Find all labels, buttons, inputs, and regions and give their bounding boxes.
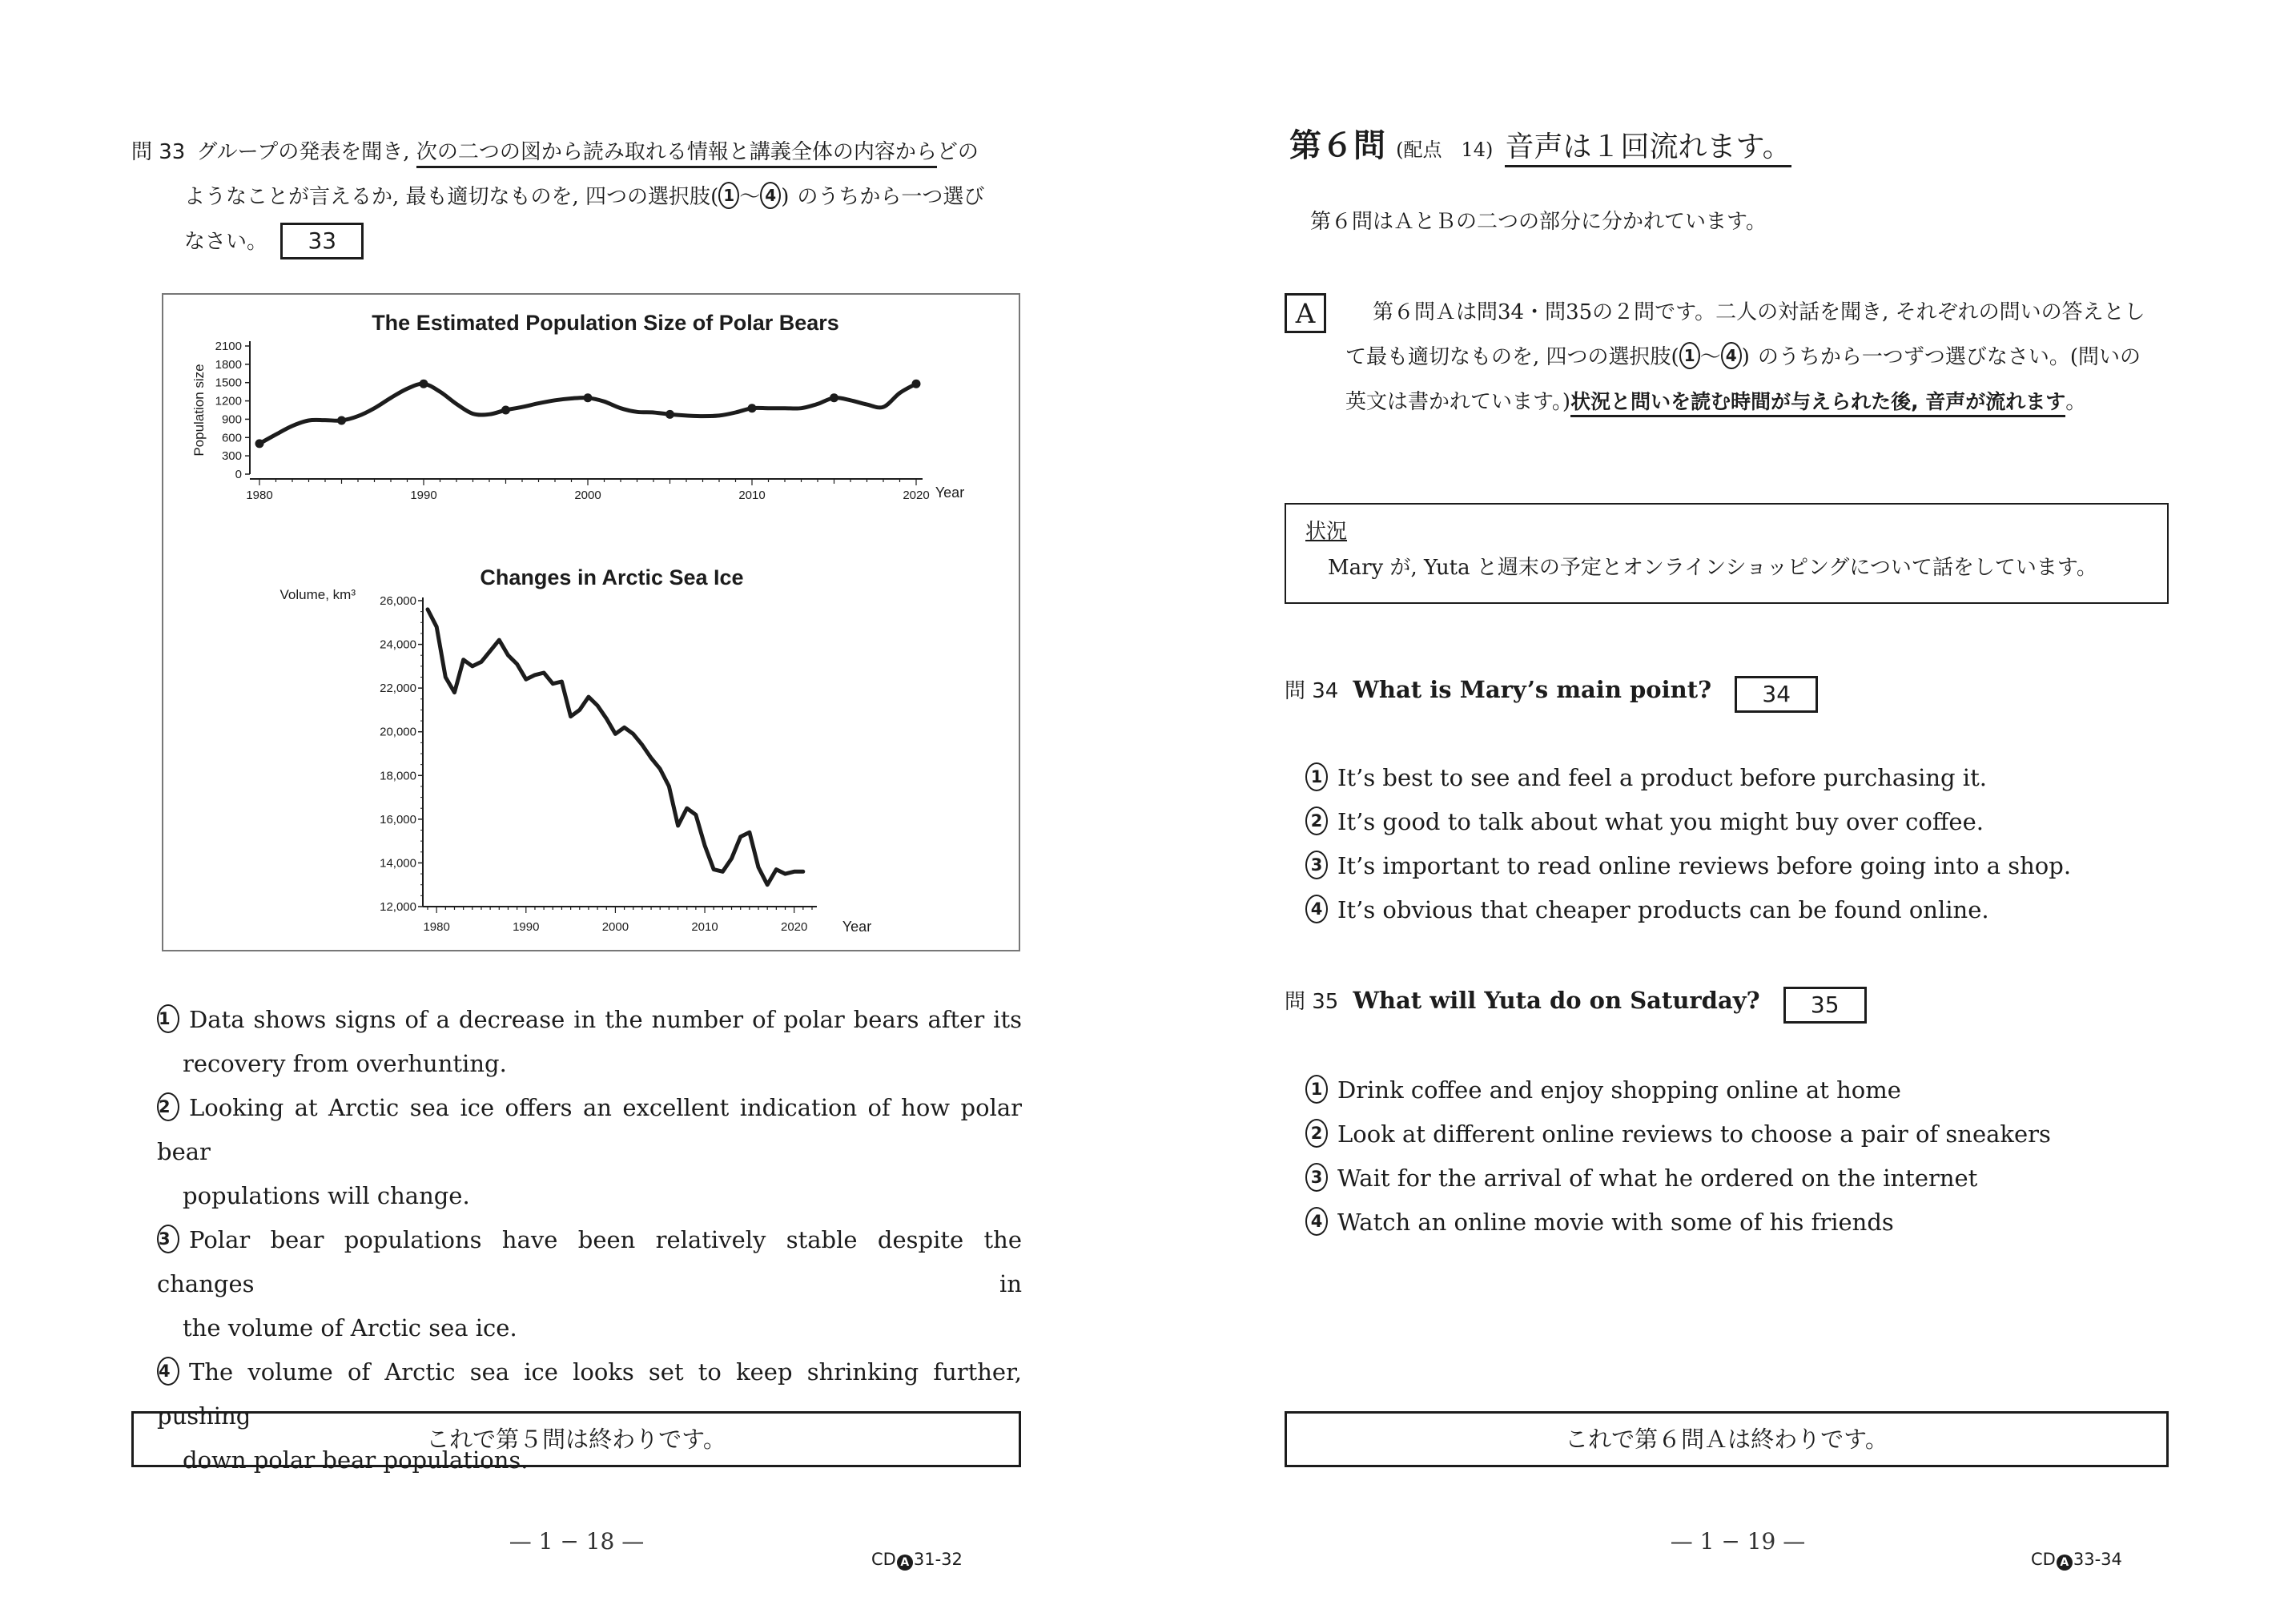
q34-text: What is Mary’s main point? (1353, 676, 1712, 703)
choice-text: It’s best to see and feel a product before purchasing it. (1337, 764, 1987, 791)
choice-item[interactable] (1305, 1201, 2154, 1245)
q35-answer-box[interactable]: 35 (1783, 987, 1867, 1024)
end-box-text: これで第６問Ａは終わりです。 (1565, 1426, 1888, 1453)
audio-once-note: 音声は１回流れます。 (1505, 131, 1791, 167)
choice-text: It’s good to talk about what you might buy over coffee. (1337, 808, 1984, 835)
choice-4-icon: 4 (760, 182, 781, 209)
q33-number: 問 33 (131, 140, 186, 164)
choice-text: It’s important to read online reviews before going into a shop. (1337, 852, 2072, 879)
instr-line-2b: のうちから一つずつ選びなさい。(問いの (1757, 345, 2141, 369)
x-tick-label: 2000 (601, 920, 629, 934)
y-tick-label: 900 (221, 412, 242, 427)
cd-tracks: 33-34 (2073, 1550, 2122, 1569)
section-6-intro: 第６問はＡとＢの二つの部分に分かれています。 (1310, 210, 1767, 234)
choice-text: The volume of Arctic sea ice looks set to keep shrinking further, pushing (157, 1358, 1022, 1430)
q34-number: 問 34 (1285, 679, 1339, 703)
series-line (259, 384, 916, 444)
q33-text-c: ようなことが言えるか, 最も適切なものを, 四つの選択肢 (184, 185, 711, 209)
y-tick-label: 0 (235, 468, 242, 481)
choice-4-icon: 4 (1305, 1207, 1328, 1236)
end-box-text: これで第５問は終わりです。 (426, 1426, 726, 1453)
section-a-icon (1285, 293, 1326, 333)
q33-text-e: なさい。 (184, 230, 268, 254)
choice-item[interactable] (157, 998, 1022, 1086)
x-tick-label: 2020 (780, 920, 808, 934)
section-a-instructions (1345, 290, 2170, 424)
data-point (748, 404, 757, 412)
q35-question (1285, 980, 1867, 1024)
y-tick-label: 2100 (215, 340, 242, 353)
y-axis-label: Population size (191, 364, 207, 457)
q33-text-b: どの (936, 140, 979, 164)
y-tick-label: 24,000 (380, 638, 416, 652)
range-tilde: 〜 (1699, 345, 1721, 369)
data-point (912, 380, 921, 388)
x-tick-label: 1990 (513, 920, 540, 934)
x-tick-label: 2010 (691, 920, 718, 934)
x-tick-label: 2000 (574, 489, 601, 502)
choice-text: Drink coffee and enjoy shopping online at home (1337, 1076, 1901, 1104)
choice-2-icon: 2 (1305, 1119, 1328, 1148)
data-point (255, 439, 264, 448)
data-point (830, 393, 838, 402)
y-tick-label: 300 (221, 449, 242, 464)
choice-3-icon: 3 (157, 1225, 179, 1253)
choice-text-cont: down polar bear populations. (183, 1446, 529, 1474)
choice-1-icon: 1 (718, 182, 739, 209)
data-point (665, 410, 674, 419)
choice-1-icon: 1 (1305, 1075, 1328, 1104)
y-tick-label: 22,000 (380, 682, 416, 696)
x-tick-label: 1980 (423, 920, 450, 934)
range-close: ) (1741, 345, 1750, 369)
q33-choices (157, 998, 1022, 1482)
choice-item[interactable] (157, 1086, 1022, 1218)
page-number: — 1 − 18 — (509, 1528, 645, 1555)
choice-item[interactable] (1305, 1156, 2154, 1201)
choice-text: Wait for the arrival of what he ordered on the internet (1337, 1164, 1978, 1192)
cd-track-label (2031, 1550, 2122, 1571)
y-tick-label: 600 (221, 431, 242, 445)
charts-svg (163, 295, 1019, 950)
chart-title: Changes in Arctic Sea Ice (480, 565, 744, 589)
choice-3-icon: 3 (1305, 1163, 1328, 1192)
situation-text: Mary が, Yuta と週末の予定とオンラインショッピングについて話をしています。 (1328, 556, 2097, 580)
y-tick-label: 14,000 (380, 856, 416, 871)
choice-text: Looking at Arctic sea ice offers an excellent indication of how polar bear (157, 1094, 1022, 1165)
range-open: ( (1671, 345, 1679, 369)
chart-polar-bears (191, 311, 964, 502)
y-tick-label: 18,000 (380, 769, 416, 783)
q35-number: 問 35 (1285, 990, 1339, 1014)
q33-answer-box[interactable]: 33 (280, 223, 364, 259)
y-tick-label: 20,000 (380, 725, 416, 739)
section-6-heading (1289, 120, 1791, 166)
cd-label: CD (2031, 1550, 2056, 1569)
q34-question (1285, 670, 1818, 714)
instr-line-3-underlined: 状況と問いを読む時間が与えられた後, 音声が流れます (1570, 390, 2065, 417)
choice-1-icon: 1 (1305, 762, 1328, 791)
range-open: ( (710, 185, 719, 209)
x-tick-label: 1990 (410, 489, 437, 502)
x-tick-label: 1980 (246, 489, 273, 502)
q33-text-underlined: 次の二つの図から読み取れる情報と講義全体の内容から (416, 140, 937, 168)
choice-text-cont: populations will change. (183, 1182, 470, 1209)
q35-choices (1305, 1068, 2154, 1245)
situation-box (1285, 503, 2169, 604)
instr-line-2a: て最も適切なものを, 四つの選択肢 (1345, 345, 1671, 369)
x-tick-label: 2010 (738, 489, 766, 502)
chart-title: The Estimated Population Size of Polar Bears (372, 311, 839, 335)
choice-2-icon: 2 (157, 1092, 179, 1121)
page-title: 第６問 (1289, 127, 1385, 164)
choice-text: Look at different online reviews to choose a pair of sneakers (1337, 1120, 2051, 1148)
choice-3-icon: 3 (1305, 851, 1328, 879)
cd-track-label (871, 1550, 963, 1571)
choice-4-icon: 4 (157, 1357, 179, 1386)
section-a-letter: A (1295, 298, 1316, 330)
choice-text-cont: recovery from overhunting. (183, 1050, 507, 1077)
choice-4-icon: 4 (1721, 342, 1742, 369)
instr-line-3a: 英文は書かれています。) (1345, 390, 1571, 414)
x-tick-label: 2020 (903, 489, 930, 502)
choice-text: Data shows signs of a decrease in the number of polar bears after its (189, 1006, 1022, 1033)
data-point (337, 416, 346, 424)
instr-line-3-end: 。 (2065, 390, 2087, 414)
q34-answer-box[interactable]: 34 (1735, 676, 1818, 713)
points-label: (配点 14) (1396, 139, 1494, 161)
q35-text: What will Yuta do on Saturday? (1353, 987, 1760, 1014)
cd-label: CD (871, 1550, 896, 1569)
end-of-section-5-box (131, 1411, 1021, 1467)
chart-sea-ice (280, 565, 872, 935)
series-line (428, 609, 803, 885)
figure-box (162, 293, 1020, 951)
choice-item[interactable] (157, 1218, 1022, 1350)
y-tick-label: 26,000 (380, 594, 416, 608)
q33-text-d: のうちから一つ選び (797, 185, 985, 209)
choice-text: Watch an online movie with some of his friends (1337, 1209, 1894, 1236)
choice-item[interactable] (1305, 800, 2154, 844)
data-point (420, 380, 428, 388)
range-close: ) (781, 185, 790, 209)
choice-1-icon: 1 (1679, 342, 1700, 369)
cd-a-icon: A (897, 1555, 913, 1571)
choice-item[interactable] (1305, 844, 2154, 888)
choice-1-icon: 1 (157, 1004, 179, 1033)
q34-choices (1305, 756, 2154, 932)
data-point (584, 393, 593, 402)
y-tick-label: 12,000 (380, 900, 416, 914)
data-point (501, 406, 510, 415)
choice-2-icon: 2 (1305, 806, 1328, 835)
y-axis-label: Volume, km³ (279, 587, 356, 602)
choice-text: It’s obvious that cheaper products can be found online. (1337, 896, 1989, 923)
q33-text-a: グループの発表を聞き, (196, 140, 416, 164)
situation-label: 状況 (1305, 520, 1348, 544)
range-tilde: 〜 (739, 185, 761, 209)
page-number: — 1 − 19 — (1670, 1528, 1806, 1555)
y-tick-label: 1800 (215, 357, 242, 372)
choice-item[interactable] (1305, 756, 2154, 800)
choice-4-icon: 4 (1305, 895, 1328, 923)
choice-item[interactable] (1305, 888, 2154, 932)
choice-item[interactable] (1305, 1112, 2154, 1156)
q33-question (131, 130, 1036, 264)
choice-text-cont: the volume of Arctic sea ice. (183, 1314, 517, 1341)
end-of-section-6a-box (1285, 1411, 2169, 1467)
choice-text: Polar bear populations have been relatively stable despite the changes in (157, 1226, 1022, 1297)
instr-line-1: 第６問Ａは問34・問35の２問です。二人の対話を聞き, それぞれの問いの答えとし (1373, 300, 2145, 324)
y-tick-label: 16,000 (380, 812, 416, 827)
y-tick-label: 1500 (215, 376, 242, 390)
choice-item[interactable] (1305, 1068, 2154, 1112)
cd-a-icon: A (2057, 1555, 2073, 1571)
x-axis-label: Year (842, 919, 872, 935)
cd-tracks: 31-32 (913, 1550, 963, 1569)
y-tick-label: 1200 (215, 394, 242, 408)
x-axis-label: Year (935, 485, 965, 501)
